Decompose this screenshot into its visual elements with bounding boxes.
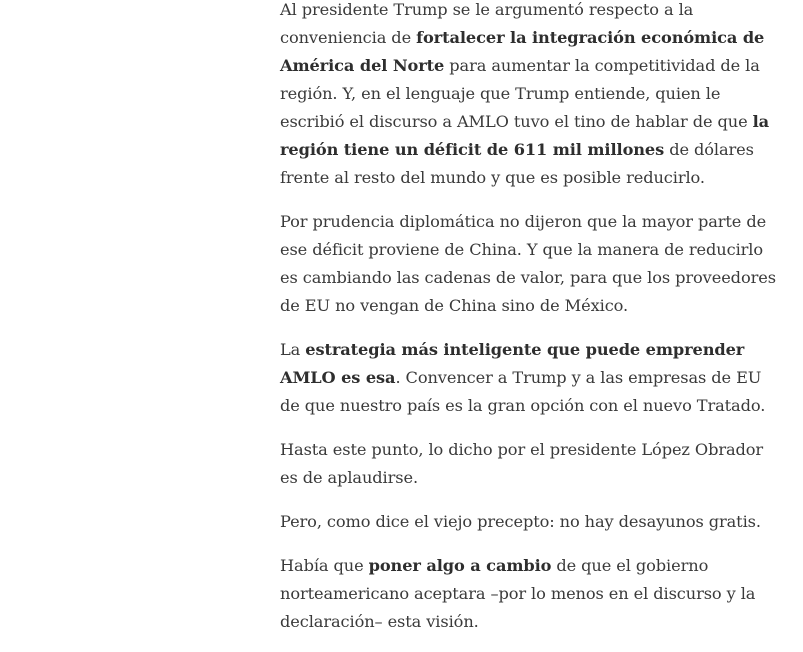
article-paragraph-4: [280, 436, 780, 492]
text-segment: de que el gobierno norteamericano aceptara –por lo menos en el discurso y la declaración– esta visión.: [280, 556, 756, 631]
bold-segment: fortalecer la integración económica de América del Norte: [280, 28, 765, 75]
text-segment: Había que: [280, 556, 369, 575]
article-paragraph-5: [280, 508, 780, 536]
text-segment: Pero, como dice el viejo precepto: no hay desayunos gratis.: [280, 512, 761, 531]
article-paragraph-6: [280, 552, 780, 636]
text-segment: Al presidente Trump se le argumentó respecto a la conveniencia de: [280, 0, 694, 47]
bold-segment: estrategia más inteligente que puede emprender AMLO es esa: [280, 340, 745, 387]
text-segment: . Convencer a Trump y a las empresas de EU de que nuestro país es la gran opción con el nuevo Tratado.: [280, 368, 766, 415]
article-body: [280, 0, 780, 652]
text-segment: La: [280, 340, 306, 359]
text-segment: Por prudencia diplomática no dijeron que la mayor parte de ese déficit proviene de China. Y que la manera de reducirlo es cambiando las cadenas de valor, para que los proveedores de EU no vengan de China sino de México.: [280, 212, 776, 315]
article-paragraph-1: [280, 0, 780, 192]
text-segment: Hasta este punto, lo dicho por el presidente López Obrador es de aplaudirse.: [280, 440, 764, 487]
text-segment: para aumentar la competitividad de la región. Y, en el lenguaje que Trump entiende, quien le escribió el discurso a AMLO tuvo el tino de hablar de que: [280, 56, 760, 131]
article-paragraph-3: [280, 336, 780, 420]
bold-segment: poner algo a cambio: [368, 556, 552, 575]
bold-segment: la región tiene un déficit de 611 mil millones: [280, 112, 770, 159]
article-paragraph-2: [280, 208, 780, 320]
text-segment: de dólares frente al resto del mundo y que es posible reducirlo.: [280, 140, 754, 187]
